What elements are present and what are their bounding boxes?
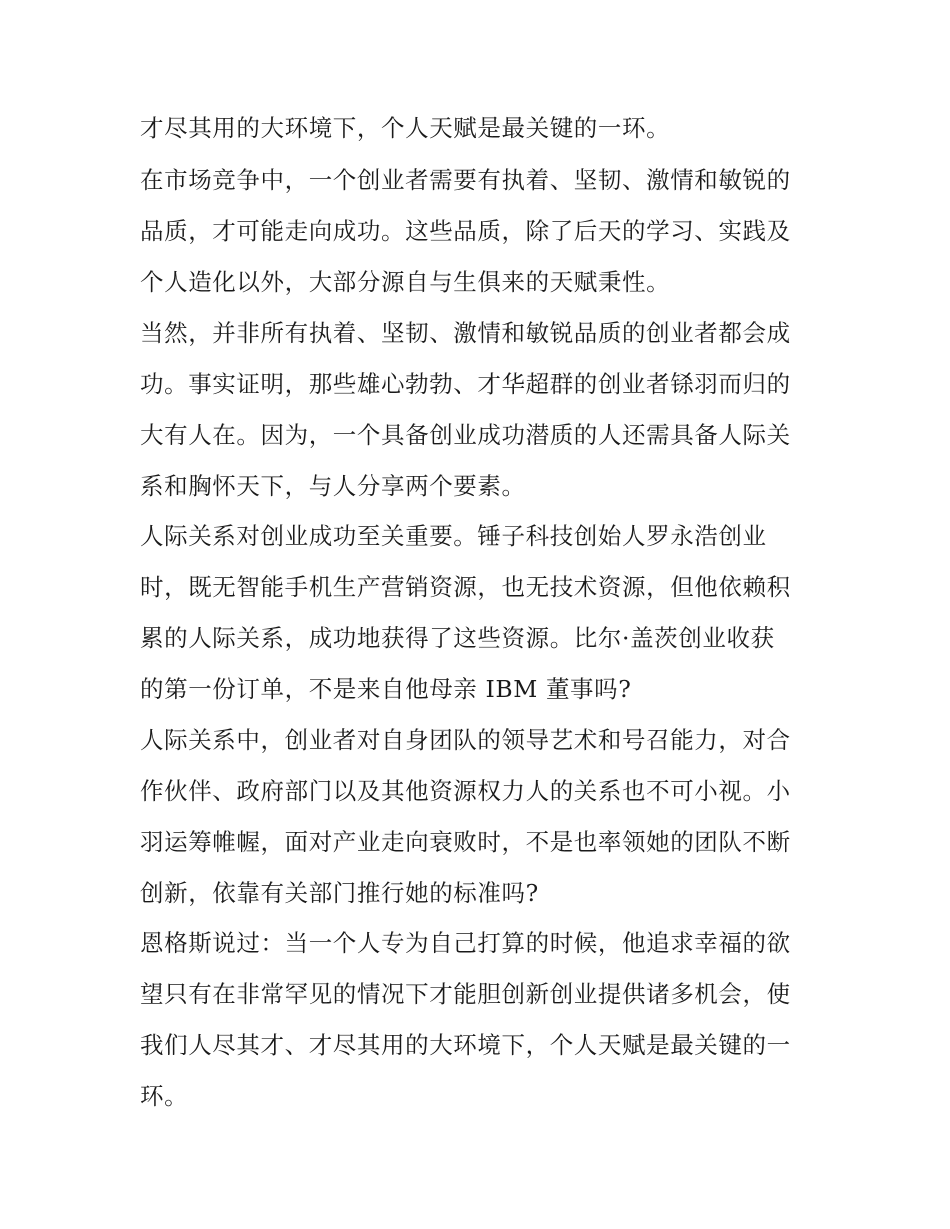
text-line: 当然，并非所有执着、坚韧、激情和敏锐品质的创业者都会成 — [140, 319, 791, 347]
text-line: 累的人际关系，成功地获得了这些资源。比尔·盖茨创业收获 — [140, 624, 775, 652]
text-line: 环。 — [140, 1082, 189, 1110]
text-line: 大有人在。因为，一个具备创业成功潜质的人还需具备人际关 — [140, 421, 791, 449]
text-line: 在市场竞争中，一个创业者需要有执着、坚韧、激情和敏锐的 — [140, 166, 791, 194]
text-line: 作伙伴、政府部门以及其他资源权力人的关系也不可小视。小 — [140, 777, 791, 805]
text-line: 时，既无智能手机生产营销资源，也无技术资源，但他依赖积 — [140, 573, 791, 601]
text-line: 人际关系中，创业者对自身团队的领导艺术和号召能力，对合 — [140, 726, 791, 754]
text-line: 恩格斯说过：当一个人专为自己打算的时候，他追求幸福的欲 — [140, 929, 791, 957]
text-line: 才尽其用的大环境下，个人天赋是最关键的一环。 — [140, 114, 671, 142]
text-line: 系和胸怀天下，与人分享两个要素。 — [140, 472, 526, 500]
text-line: 个人造化以外，大部分源自与生俱来的天赋秉性。 — [140, 268, 671, 296]
text-line: 的第一份订单，不是来自他母亲 IBM 董事吗? — [140, 675, 632, 703]
text-line: 羽运筹帷幄，面对产业走向衰败时，不是也率领她的团队不断 — [140, 828, 791, 856]
text-line: 我们人尽其才、才尽其用的大环境下，个人天赋是最关键的一 — [140, 1031, 791, 1059]
text-line: 望只有在非常罕见的情况下才能胆创新创业提供诸多机会，使 — [140, 980, 791, 1008]
text-line: 创新，依靠有关部门推行她的标准吗? — [140, 879, 539, 907]
text-line: 功。事实证明，那些雄心勃勃、才华超群的创业者铩羽而归的 — [140, 370, 791, 398]
text-line: 品质，才可能走向成功。这些品质，除了后天的学习、实践及 — [140, 217, 791, 245]
text-line: 人际关系对创业成功至关重要。锤子科技创始人罗永浩创业 — [140, 522, 767, 550]
